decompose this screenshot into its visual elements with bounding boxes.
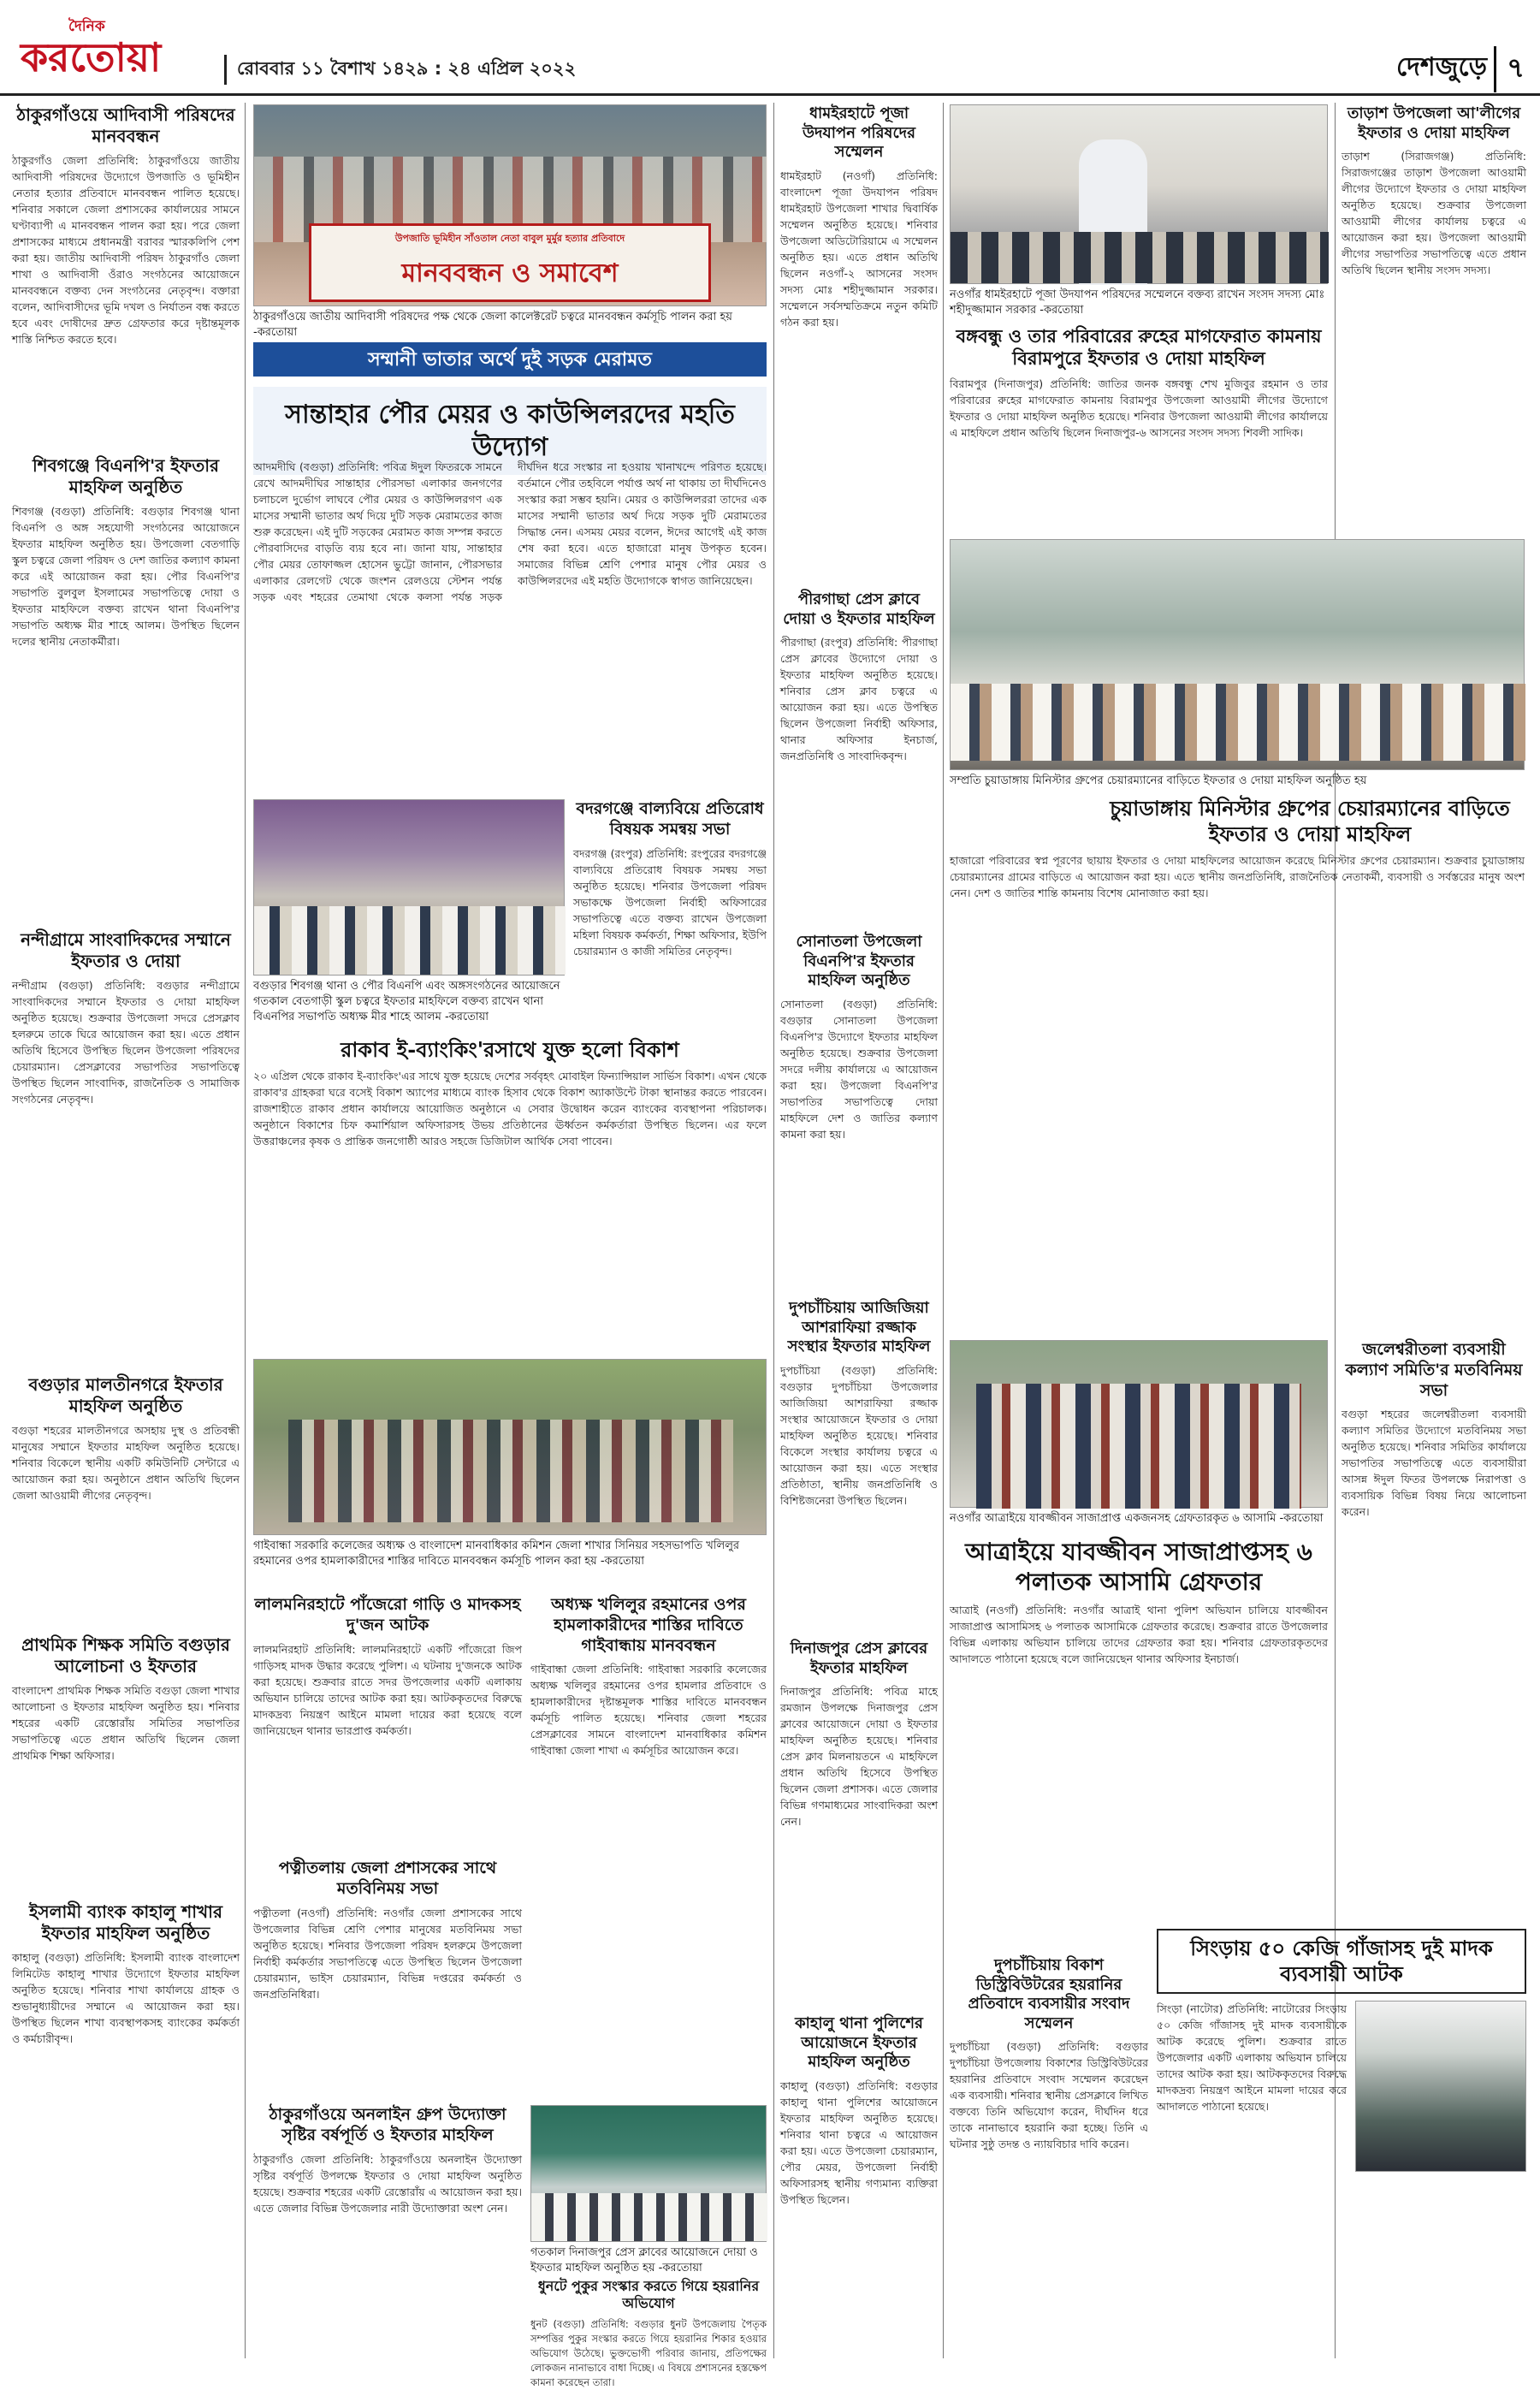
article-tarash-iftar — [1342, 104, 1526, 532]
photo-caption: বগুড়ার শিবগঞ্জ থানা ও পৌর বিএনপি এবং অঙ্গসংগঠনের আয়োজনে গতকাল বেতগাড়ী স্কুল চত্বরে ইফতার মাহফিলে বক্তব্য রাখেন থানা বিএনপির সভাপতি অধ্যক্ষ মীর শাহে আলম -করতোয়া — [253, 980, 560, 1023]
article-gaibandha-principal — [530, 1595, 767, 2100]
article-body: পত্নীতলা (নওগাঁ) প্রতিনিধি: নওগাঁর জেলা প্রশাসকের সাথে উপজেলার বিভিন্ন শ্রেণি পেশার মানুষের মতবিনিময় সভা অনুষ্ঠিত হয়েছে। শনিবার উপজেলা পরিষদ হলরুমে উপজেলা নির্বাহী কর্মকর্তার সভাপতিত্বে এতে উপস্থিত ছিলেন উপজেলা চেয়ারম্যান, ভাইস চেয়ারম্যান, বিভিন্ন দপ্তরের কর্মকর্তা ও জনপ্রতিনিধিরা। — [253, 1906, 522, 2001]
headline: ধামইরহাটে পূজা উদযাপন পরিষদের সম্মেলন — [802, 104, 916, 161]
headline: বগুড়ার মালতীনগরে ইফতার মাহফিল অনুষ্ঠিত — [28, 1374, 223, 1416]
headline: কাহালু থানা পুলিশের আয়োজনে ইফতার মাহফিল অনুষ্ঠিত — [795, 2014, 923, 2071]
photo-caption: নওগাঁর ধামইরহাটে পূজা উদযাপন পরিষদের সম্মেলনে বক্তব্য রাখেন সংসদ সদস্য মোঃ শহীদুজ্জামান সরকার -করতোয়া — [950, 288, 1325, 317]
article-body: কাহালু (বগুড়া) প্রতিনিধি: ইসলামী ব্যাংক বাংলাদেশ লিমিটেড কাহালু শাখার উদ্যোগে ইফতার মাহফিল অনুষ্ঠিত হয়েছে। শনিবার শাখা কার্যালয়ে গ্রাহক ও শুভানুধ্যায়ীদের সম্মানে এ আয়োজন করা হয়। উপস্থিত ছিলেন শাখা ব্যবস্থাপকসহ ব্যাংকের কর্মকর্তা ও কর্মচারীবৃন্দ। — [12, 1951, 240, 2045]
article-chuadanga-minister — [950, 796, 1525, 1335]
article-body: আত্রাই (নওগাঁ) প্রতিনিধি: নওগাঁর আত্রাই থানা পুলিশ অভিযান চালিয়ে যাবজ্জীবন সাজাপ্রাপ্ত আসামিসহ ৬ পলাতক আসামিকে গ্রেফতার করেছে। শুক্রবার রাতে উপজেলার বিভিন্ন এলাকায় অভিযান চালিয়ে তাদের গ্রেফতার করা হয়। শনিবার গ্রেফতারকৃতদের আদালতে পাঠানো হয়েছে বলে জানিয়েছেন থানার অফিসার ইনচার্জ। — [950, 1604, 1328, 1665]
article-pirgachha-press — [780, 590, 938, 821]
gaibandha-humanchain-photo — [253, 1359, 767, 1535]
headline: ধুনটে পুকুর সংস্কার করতে গিয়ে হয়রানির অভিযোগ — [537, 2278, 760, 2311]
article-dhunot-pond — [530, 2278, 767, 2388]
article-body: দিনাজপুর প্রতিনিধি: পবিত্র মাহে রমজান উপলক্ষে দিনাজপুর প্রেস ক্লাবের আয়োজনে দোয়া ও ইফতার মাহফিল অনুষ্ঠিত হয়েছে। শনিবার প্রেস ক্লাব মিলনায়তনে এ মাহফিলে প্রধান অতিথি হিসেবে উপস্থিত ছিলেন জেলা প্রশাসক। এতে জেলার বিভিন্ন গণমাধ্যমের সাংবাদিকরা অংশ নেন। — [780, 1685, 938, 1828]
arrested-persons-photo — [1355, 2001, 1526, 2172]
article-body: ২০ এপ্রিল থেকে রাকাব ই-ব্যাংকিং'এর সাথে যুক্ত হয়েছে দেশের সর্ববৃহৎ মোবাইল ফিন্যান্সিয়াল সার্ভিস বিকাশ। এখন থেকে রাকাব'র গ্রাহকরা ঘরে বসেই বিকাশ অ্যাপের মাধ্যমে ব্যাংক হিসাব থেকে বিকাশ অ্যাকাউন্টে টাকা স্থানান্তর করতে পারবেন। রাজশাহীতে রাকাব প্রধান কার্যালয়ে আয়োজিত অনুষ্ঠানে এ সেবার উদ্বোধন করেন ব্যাংকের ব্যবস্থাপনা পরিচালক। অনুষ্ঠানে বিকাশের চিফ কমার্শিয়াল অফিসারসহ উভয় প্রতিষ্ঠানের ঊর্ধ্বতন কর্মকর্তারা উপস্থিত ছিলেন। এর ফলে উত্তরাঞ্চলের কৃষক ও প্রান্তিক জনগোষ্ঠী আরও সহজে ডিজিটাল আর্থিক সেবা পাবেন। — [253, 1070, 767, 1148]
headline: আত্রাইয়ে যাবজ্জীবন সাজাপ্রাপ্তসহ ৬ পলাতক আসামি গ্রেফতার — [965, 1538, 1312, 1596]
article-atrai-arrest — [950, 1537, 1328, 1948]
section-name: দেশজুড়ে — [1396, 52, 1487, 82]
headline: অধ্যক্ষ খলিলুর রহমানের ওপর হামলাকারীদের শাস্তির দাবিতে গাইবান্ধায় মানববন্ধন — [551, 1595, 746, 1655]
article-dupchanchia-aziz — [780, 1299, 938, 1633]
newspaper-logo — [21, 15, 217, 82]
headline: প্রাথমিক শিক্ষক সমিতি বগুড়ার আলোচনা ও ইফতার — [21, 1634, 230, 1676]
article-body: বগুড়া শহরের মালতীনগরে অসহায় দুস্থ ও প্রতিবন্ধী মানুষের সম্মানে ইফতার মাহফিল অনুষ্ঠিত হয়েছে। শনিবার বিকেলে স্থানীয় একটি কমিউনিটি সেন্টারে এ আয়োজন করা হয়। অনুষ্ঠানে প্রধান অতিথি ছিলেন জেলা আওয়ামী লীগের নেতৃবৃন্দ। — [12, 1424, 240, 1502]
shibganj-iftar-photo — [253, 799, 565, 976]
article-thakurgaon-adibasi — [12, 104, 240, 448]
article-body: বাংলাদেশ প্রাথমিক শিক্ষক সমিতি বগুড়া জেলা শাখার আলোচনা ও ইফতার মাহফিল অনুষ্ঠিত হয়। শনিবার শহরের একটি রেস্তোরাঁয় সমিতির সভাপতির সভাপতিত্বে এতে প্রধান অতিথি ছিলেন জেলা প্রাথমিক শিক্ষা অফিসার। — [12, 1684, 240, 1762]
article-body: গাইবান্ধা জেলা প্রতিনিধি: গাইবান্ধা সরকারি কলেজের অধ্যক্ষ খলিলুর রহমানের ওপর হামলার প্রতিবাদে ও হামলাকারীদের দৃষ্টান্তমূলক শাস্তির দাবিতে মানববন্ধন কর্মসূচি পালিত হয়েছে। শনিবার জেলা শহরের প্রেসক্লাবের সামনে বাংলাদেশ মানবাধিকার কমিশন গাইবান্ধা জেলা শাখা এ কর্মসূচির আয়োজন করে। — [530, 1663, 767, 1758]
protest-banner — [309, 223, 711, 302]
article-body: ঠাকুরগাঁও জেলা প্রতিনিধি: ঠাকুরগাঁওয়ে জাতীয় আদিবাসী পরিষদের উদ্যোগে উপজাতি ও ভূমিহীন নেতার হত্যার প্রতিবাদে মানববন্ধন পালিত হয়েছে। শনিবার সকালে জেলা প্রশাসকের কার্যালয়ের সামনে ঘণ্টাব্যাপী এ মানববন্ধন পালন করা হয়। পরে জেলা প্রশাসকের মাধ্যমে প্রধানমন্ত্রী বরাবর স্মারকলিপি পেশ করা হয়। জাতীয় আদিবাসী পরিষদ ঠাকুরগাঁও জেলা শাখা ও আদিবাসী ওঁরাও সংগঠনের আয়োজনে মানববন্ধনে বক্তব্য দেন সংগঠনের নেতৃবৃন্দ। বক্তারা বলেন, আদিবাসীদের ভূমি দখল ও নির্যাতন বন্ধ করতে হবে এবং দোষীদের দ্রুত গ্রেফতার করে দৃষ্টান্তমূলক শাস্তি নিশ্চিত করতে হবে। — [12, 154, 240, 346]
article-primary-teachers — [12, 1634, 240, 1895]
article-body: সোনাতলা (বগুড়া) প্রতিনিধি: বগুড়ার সোনাতলা উপজেলা বিএনপি'র উদ্যোগে ইফতার মাহফিল অনুষ্ঠিত হয়েছে। শুক্রবার উপজেলা সদরে দলীয় কার্যালয়ে এ আয়োজন করা হয়। উপজেলা বিএনপি'র সভাপতির সভাপতিত্বে দোয়া মাহফিলে দেশ ও জাতির কল্যাণ কামনা করা হয়। — [780, 997, 938, 1141]
headline: নন্দীগ্রামে সাংবাদিকদের সম্মানে ইফতার ও দোয়া — [21, 929, 231, 971]
headline: রাকাব ই-ব্যাংকিং'রসাথে যুক্ত হলো বিকাশ — [341, 1037, 679, 1062]
headline: দিনাজপুর প্রেস ক্লাবের ইফতার মাহফিল — [790, 1640, 928, 1677]
headline: দুপচাঁচিয়ায় বিকাশ ডিস্ট্রিবিউটরের হয়রানির প্রতিবাদে ব্যবসায়ীর সংবাদ সম্মেলন — [968, 1956, 1130, 2032]
headline: বদরগঞ্জে বাল্যবিয়ে প্রতিরোধ বিষয়ক সমন্বয় সভা — [576, 799, 764, 839]
photo-caption: সম্প্রতি চুয়াডাঙ্গায় মিনিস্টার গ্রুপের চেয়ারম্যানের বাড়িতে ইফতার ও দোয়া মাহফিল অনুষ্ঠিত হয় — [950, 774, 1367, 787]
headline: তাড়াশ উপজেলা আ'লীগের ইফতার ও দোয়া মাহফিল — [1347, 104, 1521, 142]
article-body: ধুনট (বগুড়া) প্রতিনিধি: বগুড়ার ধুনট উপজেলায় পৈতৃক সম্পত্তির পুকুর সংস্কার করতে গিয়ে হয়রানির শিকার হওয়ার অভিযোগ উঠেছে। ভুক্তভোগী পরিবার জানায়, প্রতিপক্ষের লোকজন নানাভাবে বাধা দিচ্ছে। এ বিষয়ে প্রশাসনের হস্তক্ষেপ কামনা করেছেন তারা। — [530, 2318, 767, 2388]
headline: লালমনিরহাটে পাঁজেরো গাড়ি ও মাদকসহ দু'জন আটক — [254, 1595, 521, 1634]
article-body: বগুড়া শহরের জলেশ্বরীতলা ব্যবসায়ী কল্যাণ সমিতির উদ্যোগে মতবিনিময় সভা অনুষ্ঠিত হয়েছে। শনিবার সমিতির কার্যালয়ে সভাপতির সভাপতিত্বে এতে ব্যবসায়ীরা আসন্ন ঈদুল ফিতর উপলক্ষে নিরাপত্তা ও ব্যবসায়িক বিভিন্ন বিষয় নিয়ে আলোচনা করেন। — [1342, 1408, 1526, 1519]
article-kahalu-police — [780, 2014, 938, 2358]
photo-caption: নওগাঁর আত্রাইয়ে যাবজ্জীবন সাজাপ্রাপ্ত একজনসহ গ্রেফতারকৃত ৬ আসামি -করতোয়া — [950, 1512, 1324, 1525]
banner-subtext: উপজাতি ভূমিহীন সাঁওতাল নেতা বাবুল মুর্মুর হত্যার প্রতিবাদে — [394, 233, 625, 244]
banner-title: মানববন্ধন ও সমাবেশ — [401, 258, 619, 288]
lead-article — [253, 459, 767, 792]
article-singra-ganja — [1157, 1929, 1526, 2358]
logo-name: করতোয়া — [21, 34, 162, 80]
article-body: তাড়াশ (সিরাজগঞ্জ) প্রতিনিধি: সিরাজগঞ্জের তাড়াশ উপজেলা আওয়ামী লীগের উদ্যোগে ইফতার ও দোয়া মাহফিল অনুষ্ঠিত হয়েছে। শুক্রবার উপজেলা আওয়ামী লীগের কার্যালয় চত্বরে এ আয়োজন করা হয়। উপজেলা আওয়ামী লীগের সভাপতির সভাপতিত্বে এতে প্রধান অতিথি ছিলেন স্থানীয় সংসদ সদস্য। — [1342, 150, 1526, 276]
issue-date: রোববার ১১ বৈশাখ ১৪২৯ : ২৪ এপ্রিল ২০২২ — [224, 55, 576, 85]
photo-caption: ঠাকুরগাঁওয়ে জাতীয় আদিবাসী পরিষদের পক্ষ থেকে জেলা কালেক্টরেট চত্বরে মানববন্ধন কর্মসূচি পালন করা হয় -করতোয়া — [253, 311, 732, 339]
article-body: লালমনিরহাট প্রতিনিধি: লালমনিরহাটে একটি পাঁজেরো জিপ গাড়িসহ মাদক উদ্ধার করেছে পুলিশ। এ ঘটনায় দু'জনকে আটক করা হয়েছে। শুক্রবার রাতে সদর উপজেলার একটি এলাকায় অভিযান চালিয়ে তাদের আটক করা হয়। আটককৃতদের বিরুদ্ধে মাদকদ্রব্য নিয়ন্ত্রণ আইনে মামলা দায়ের করা হয়েছে বলে জানিয়েছেন থানার ভারপ্রাপ্ত কর্মকর্তা। — [253, 1642, 522, 1737]
page-number: ৭ — [1494, 46, 1525, 92]
headline: সোনাতলা উপজেলা বিএনপি'র ইফতার মাহফিল অনুষ্ঠিত — [796, 933, 922, 989]
dhamoirhat-conference-photo — [950, 104, 1328, 284]
article-nandigram-press — [12, 929, 240, 1367]
article-islami-bank-kahalu — [12, 1901, 240, 2358]
article-patnitala-meeting — [253, 1859, 522, 2098]
article-body: কাহালু (বগুড়া) প্রতিনিধি: বগুড়ার কাহালু থানা পুলিশের আয়োজনে ইফতার মাহফিল অনুষ্ঠিত হয়েছে। শনিবার থানা চত্বরে এ আয়োজন করা হয়। এতে উপজেলা চেয়ারম্যান, পৌর মেয়র, উপজেলা নির্বাহী অফিসারসহ স্থানীয় গণ্যমান্য ব্যক্তিরা উপস্থিত ছিলেন। — [780, 2079, 938, 2206]
article-body: বদরগঞ্জ (রংপুর) প্রতিনিধি: রংপুরের বদরগঞ্জে বাল্যবিয়ে প্রতিরোধ বিষয়ক সমন্বয় সভা অনুষ্ঠিত হয়েছে। শনিবার উপজেলা পরিষদ সভাকক্ষে উপজেলা নির্বাহী অফিসারের সভাপতিত্বে এতে বক্তব্য রাখেন উপজেলা মহিলা বিষয়ক কর্মকর্তা, শিক্ষা অফিসার, ইউপি চেয়ারম্যান ও কাজী সমিতির নেতৃবৃন্দ। — [573, 846, 767, 958]
article-dupchanchia-bkash — [950, 1956, 1148, 2358]
headline: ঠাকুরগাঁওয়ে আদিবাসী পরিষদের মানববন্ধন — [16, 104, 235, 146]
article-sonatala-bnp — [780, 933, 938, 1292]
article-body: দুপচাঁচিয়া (বগুড়া) প্রতিনিধি: বগুড়ার দুপচাঁচিয়া উপজেলার আজিজিয়া আশরাফিয়া রজ্জাক সংস্থার আয়োজনে ইফতার ও দোয়া মাহফিল অনুষ্ঠিত হয়েছে। শনিবার বিকেলে সংস্থার কার্যালয় চত্বরে এ আয়োজন করা হয়। এতে সংস্থার প্রতিষ্ঠাতা, স্থানীয় জনপ্রতিনিধি ও বিশিষ্টজনেরা উপস্থিত ছিলেন। — [780, 1363, 938, 1507]
headline: সিংড়ায় ৫০ কেজি গাঁজাসহ দুই মাদক ব্যবসায়ী আটক — [1157, 1929, 1526, 1994]
article-body: নন্দীগ্রাম (বগুড়া) প্রতিনিধি: বগুড়ার নন্দীগ্রামে সাংবাদিকদের সম্মানে ইফতার ও দোয়া মাহফিল অনুষ্ঠিত হয়েছে। শুক্রবার উপজেলা সদরে প্রেসক্লাব হলরুমে তাকে ঘিরে আয়োজন করা হয়। এতে প্রধান অতিথি হিসেবে উপস্থিত ছিলেন উপজেলা পরিষদের চেয়ারম্যান। প্রেসক্লাবের সভাপতির সভাপতিত্বে উপস্থিত ছিলেন সাংবাদিক, রাজনৈতিক ও সামাজিক সংগঠনের নেতৃবৃন্দ। — [12, 979, 240, 1106]
headline: চুয়াডাঙ্গায় মিনিস্টার গ্রুপের চেয়ারম্যানের বাড়িতে ইফতার ও দোয়া মাহফিল — [1110, 796, 1510, 846]
article-body: হাজারো পরিবারের স্বপ্ন পূরণের ছায়ায় ইফতার ও দোয়া মাহফিলের আয়োজন করেছে মিনিস্টার গ্রুপের চেয়ারম্যান। শুক্রবার চুয়াডাঙ্গায় চেয়ারম্যানের গ্রামের বাড়িতে এ আয়োজন করা হয়। এতে স্থানীয় জনপ্রতিনিধি, রাজনৈতিক নেতাকর্মী, ব্যবসায়ী ও সর্বস্তরের মানুষ অংশ নেন। দেশ ও জাতির শান্তি কামনায় বিশেষ মোনাজাত করা হয়। — [950, 854, 1525, 899]
atrai-arrest-photo — [950, 1340, 1328, 1508]
article-maltinagar-iftar — [12, 1374, 240, 1629]
article-body: সিংড়া (নাটোর) প্রতিনিধি: নাটোরের সিংড়ায় ৫০ কেজি গাঁজাসহ দুই মাদক ব্যবসায়ীকে আটক করেছে পুলিশ। শুক্রবার রাতে উপজেলার একটি এলাকায় অভিযান চালিয়ে তাদের আটক করা হয়। আটককৃতদের বিরুদ্ধে মাদকদ্রব্য নিয়ন্ত্রণ আইনে মামলা দায়ের করে আদালতে পাঠানো হয়েছে। — [1157, 2002, 1347, 2113]
photo-caption: গতকাল দিনাজপুর প্রেস ক্লাবের আয়োজনে দোয়া ও ইফতার মাহফিল অনুষ্ঠিত হয় -করতোয়া — [530, 2246, 758, 2274]
article-body: ঠাকুরগাঁও জেলা প্রতিনিধি: ঠাকুরগাঁওয়ে অনলাইন উদ্যোক্তা সৃষ্টির বর্ষপূর্তি উপলক্ষে ইফতার ও দোয়া মাহফিল অনুষ্ঠিত হয়েছে। শুক্রবার শহরের একটি রেস্তোরাঁয় এ আয়োজন করা হয়। এতে জেলার বিভিন্ন উপজেলার নারী উদ্যোক্তারা অংশ নেন। — [253, 2152, 522, 2215]
article-body: পীরগাছা (রংপুর) প্রতিনিধি: পীরগাছা প্রেস ক্লাবের উদ্যোগে দোয়া ও ইফতার মাহফিল অনুষ্ঠিত হয়েছে। শনিবার প্রেস ক্লাব চত্বরে এ আয়োজন করা হয়। এতে উপস্থিত ছিলেন উপজেলা নির্বাহী অফিসার, থানার অফিসার ইনচার্জ, জনপ্রতিনিধি ও সাংবাদিকবৃন্দ। — [780, 636, 938, 762]
logo-prefix: দৈনিক — [68, 18, 105, 35]
protest-photo — [253, 104, 767, 306]
article-jaleshwaritala — [1342, 1340, 1526, 1922]
article-thakurgaon-online — [253, 2105, 522, 2358]
article-birampur-iftar — [950, 325, 1328, 534]
headline: শিবগঞ্জে বিএনপি'র ইফতার মাহফিল অনুষ্ঠিত — [32, 455, 220, 497]
article-shibganj-bnp — [12, 455, 240, 924]
article-body: শিবগঞ্জ (বগুড়া) প্রতিনিধি: বগুড়ার শিবগঞ্জ থানা বিএনপি ও অঙ্গ সহযোগী সংগঠনের আয়োজনে ইফতার মাহফিল অনুষ্ঠিত হয়। উপজেলা বেতগাড়ি স্কুল চত্বরে জেলা পরিষদ ও দেশ জাতির কল্যাণ কামনা করে এই আয়োজন করা হয়। পৌর বিএনপি'র সভাপতি বুলবুল ইসলামের সভাপতিত্বে দোয়া ও ইফতার মাহফিলে বক্তব্য রাখেন থানা বিএনপি'র সভাপতি অধ্যক্ষ মীর শাহে আলম। উপস্থিত ছিলেন দলের স্থানীয় নেতাকর্মীরা। — [12, 505, 240, 648]
chuadanga-iftar-photo — [950, 539, 1525, 770]
headline: ইসলামী ব্যাংক কাহালু শাখার ইফতার মাহফিল অনুষ্ঠিত — [29, 1901, 222, 1943]
article-dinajpur-press — [780, 1640, 938, 2007]
masthead — [0, 0, 1540, 96]
headline: পীরগাছা প্রেস ক্লাবে দোয়া ও ইফতার মাহফিল — [783, 590, 935, 628]
headline: দুপচাঁচিয়ায় আজিজিয়া আশরাফিয়া রজ্জাক সংস্থার ইফতার মাহফিল — [787, 1299, 931, 1355]
article-body: আদমদীঘি (বগুড়া) প্রতিনিধি: পবিত্র ঈদুল ফিতরকে সামনে রেখে আদমদীঘির সান্তাহার পৌরসভা এলাকার জনগণের চলাচলে দুর্ভোগ লাঘবে পৌর মেয়র ও কাউন্সিলরগণ এক মাসের সম্মানী ভাতার অর্থ দিয়ে দুটি সড়ক মেরামতের কাজ শুরু করেছেন। এই দুটি সড়কের মেরামত কাজ সম্পন্ন করতে পৌরবাসিদের বাড়তি ব্যয় হবে না। জানা যায়, সান্তাহার পৌর মেয়র তোফাজ্জল হোসেন ভুট্টো জানান, পৌরসভার এলাকার রেলগেট থেকে জংশন রেলওয়ে স্টেশন পর্যন্ত সড়ক এবং শহরের তেমাথা থেকে কলসা পর্যন্ত সড়ক দীর্ঘদিন ধরে সংস্কার না হওয়ায় খানাখন্দে পরিণত হয়েছে। বর্তমানে পৌর তহবিলে পর্যাপ্ত অর্থ না থাকায় তা দীর্ঘদিনেও সংস্কার করা সম্ভব হয়নি। মেয়র ও কাউন্সিলররা তাদের এক মাসের সম্মানী ভাতার অর্থ দিয়ে সড়ক দুটি মেরামতের সিদ্ধান্ত নেন। এসময় মেয়র বলেন, ঈদের আগেই এই কাজ শেষ করা হবে। এতে হাজারো মানুষ উপকৃত হবেন। সমাজের বিভিন্ন শ্রেণি পেশার মানুষ পৌর মেয়র ও কাউন্সিলরদের এই মহতি উদ্যোগকে স্বাগত জানিয়েছেন। — [253, 460, 767, 603]
article-body: বিরামপুর (দিনাজপুর) প্রতিনিধি: জাতির জনক বঙ্গবন্ধু শেখ মুজিবুর রহমান ও তার পরিবারের রুহের মাগফেরাত কামনায় বিরামপুর উপজেলা আওয়ামী লীগের উদ্যোগে ইফতার ও দোয়া মাহফিল অনুষ্ঠিত হয়েছে। শনিবার উপজেলা আওয়ামী লীগের কার্যালয়ে এ মাহফিলে প্রধান অতিথি ছিলেন দিনাজপুর-৬ আসনের সংসদ সদস্য শিবলী সাদিক। — [950, 377, 1328, 439]
article-body: দুপচাঁচিয়া (বগুড়া) প্রতিনিধি: বগুড়ার দুপচাঁচিয়া উপজেলায় বিকাশের ডিস্ট্রিবিউটরের হয়রানির প্রতিবাদে সংবাদ সম্মেলন করেছেন এক ব্যবসায়ী। শনিবার স্থানীয় প্রেসক্লাবে লিখিত বক্তব্যে তিনি অভিযোগ করেন, দীর্ঘদিন ধরে তাকে নানাভাবে হয়রানি করা হচ্ছে। তিনি এ ঘটনার সুষ্ঠু তদন্ত ও ন্যায়বিচার দাবি করেন। — [950, 2040, 1148, 2150]
dinajpur-press-iftar-photo — [530, 2105, 767, 2242]
headline: ঠাকুরগাঁওয়ে অনলাইন গ্রুপ উদ্যোক্তা সৃষ্টির বর্ষপূর্তি ও ইফতার মাহফিল — [269, 2105, 506, 2144]
headline: জলেশ্বরীতলা ব্যবসায়ী কল্যাণ সমিতি'র মতবিনিময় সভা — [1345, 1340, 1523, 1400]
photo-caption: গাইবান্ধা সরকারি কলেজের অধ্যক্ষ ও বাংলাদেশ মানবাধিকার কমিশন জেলা শাখার সিনিয়র সহসভাপতি খলিলুর রহমানের ওপর হামলাকারীদের শাস্তির দাবিতে মানববন্ধন কর্মসূচি পালন করা হয় -করতোয়া — [253, 1539, 740, 1568]
lead-headline: সান্তাহার পৌর মেয়র ও কাউন্সিলরদের মহতি উদ্যোগ — [253, 387, 767, 475]
article-lalmonirhat-drugs — [253, 1595, 522, 1852]
article-dhamoirhat-puja — [780, 104, 938, 584]
article-body: ধামইরহাট (নওগাঁ) প্রতিনিধি: বাংলাদেশ পূজা উদযাপন পরিষদ ধামইরহাট উপজেলা শাখার দ্বিবার্ষিক সম্মেলন অনুষ্ঠিত হয়েছে। শনিবার উপজেলা অডিটোরিয়ামে এ সম্মেলন অনুষ্ঠিত হয়। এতে প্রধান অতিথি ছিলেন নওগাঁ-২ আসনের সংসদ সদস্য মোঃ শহীদুজ্জামান সরকার। সম্মেলনে সর্বসম্মতিক্রমে নতুন কমিটি গঠন করা হয়। — [780, 169, 938, 329]
article-badarganj-child-marriage — [573, 799, 767, 1355]
headline: পত্নীতলায় জেলা প্রশাসকের সাথে মতবিনিময় সভা — [278, 1859, 497, 1898]
headline: বঙ্গবন্ধু ও তার পরিবারের রুহের মাগফেরাত কামনায় বিরামপুরে ইফতার ও দোয়া মাহফিল — [956, 325, 1322, 370]
lead-kicker: সম্মানী ভাতার অর্থে দুই সড়ক মেরামত — [253, 342, 767, 377]
